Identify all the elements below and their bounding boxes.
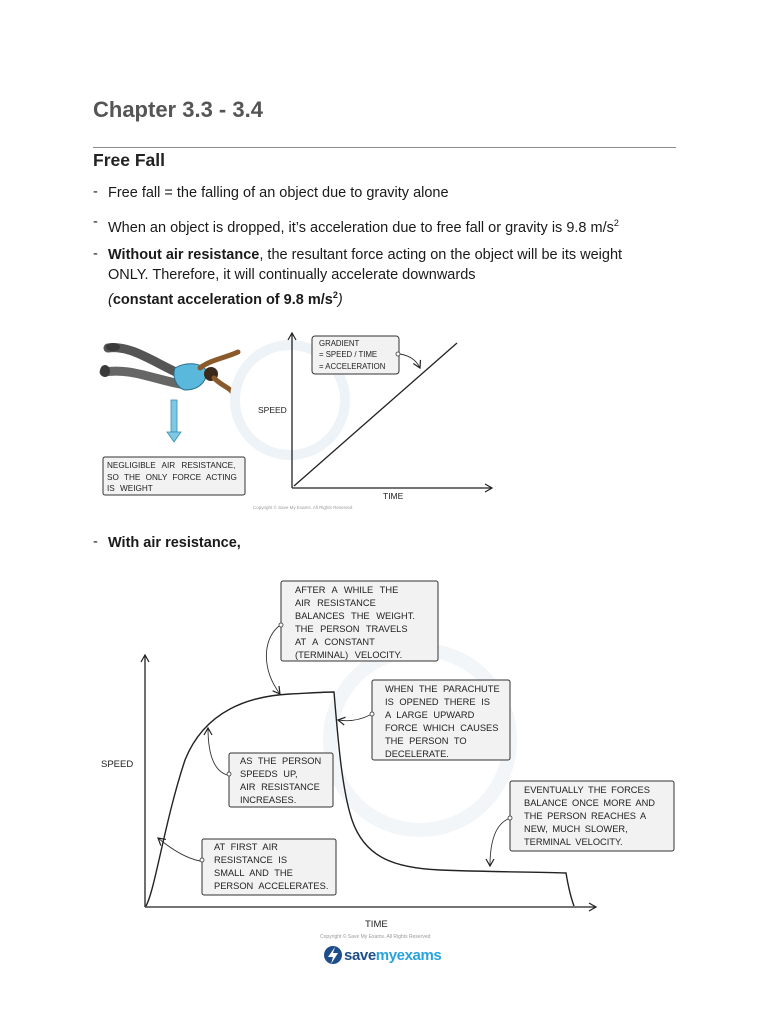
axis-label-time-1: TIME xyxy=(383,491,404,501)
note-line: EVENTUALLY THE FORCES xyxy=(524,785,650,795)
note-line: THE PERSON TO xyxy=(385,736,467,746)
note-line: SPEEDS UP, xyxy=(240,769,298,779)
gradient-line: = ACCELERATION xyxy=(319,361,386,371)
bullet-text: Free fall = the falling of an object due to gravity alone xyxy=(108,185,449,201)
note-line: FORCE WHICH CAUSES xyxy=(385,723,499,733)
superscript: 2 xyxy=(613,218,619,228)
note-line: NEGLIGIBLE AIR RESISTANCE, xyxy=(107,461,236,470)
note-line: AFTER A WHILE THE xyxy=(295,585,399,595)
page-title: Chapter 3.3 - 3.4 xyxy=(93,97,263,122)
note-line: AS THE PERSON xyxy=(240,756,322,766)
bold-phrase: Without air resistance xyxy=(108,247,260,263)
superscript: 2 xyxy=(332,290,338,300)
note-line: TERMINAL VELOCITY. xyxy=(524,837,623,847)
first-air-resistance-note xyxy=(214,841,336,893)
logo-part-exams: exams xyxy=(396,946,442,964)
note-line: DECELERATE. xyxy=(385,749,449,759)
bullet-dash: - xyxy=(93,246,98,262)
note-line: A LARGE UPWARD xyxy=(385,710,475,720)
section-title: Free Fall xyxy=(93,150,165,170)
negligible-air-resistance-note xyxy=(107,460,243,495)
note-line: PERSON ACCELERATES. xyxy=(214,881,329,891)
note-line: AIR RESISTANCE xyxy=(295,598,376,608)
axis-label-speed-1: SPEED xyxy=(258,405,287,415)
bold-phrase: With air resistance, xyxy=(108,535,241,551)
bullet-dash: - xyxy=(93,184,98,200)
parachute-note xyxy=(385,683,507,761)
paren-open: ( xyxy=(108,291,113,308)
logo-part-save: save xyxy=(344,946,376,964)
bullet-dash: - xyxy=(93,214,98,230)
bullet-text-line2: ONLY. Therefore, it will continually accelerate downwards xyxy=(108,267,476,283)
note-line: BALANCES THE WEIGHT. xyxy=(295,611,415,621)
savemyexams-logo xyxy=(344,944,441,966)
note-line: IS WEIGHT xyxy=(107,484,153,493)
note-line: AT A CONSTANT xyxy=(295,637,375,647)
terminal-velocity-note xyxy=(295,584,432,662)
note-line: RESISTANCE IS xyxy=(214,855,288,865)
copyright-notice-1: Copyright © Save My Exams. All Rights Reserved xyxy=(253,505,353,510)
note-line: BALANCE ONCE MORE AND xyxy=(524,798,656,808)
bullet-text-rest: , the resultant force acting on the object will be its weight xyxy=(259,247,623,263)
gradient-line: = SPEED / TIME xyxy=(319,350,378,360)
note-line: THE PERSON TRAVELS xyxy=(295,624,408,634)
paren-close: ) xyxy=(337,291,343,308)
gradient-line: GRADIENT xyxy=(319,339,360,348)
note-line: THE PERSON REACHES A xyxy=(524,811,647,821)
axis-label-time-2: TIME xyxy=(365,919,388,930)
bullet-dash: - xyxy=(93,534,98,550)
lightning-bolt-icon xyxy=(324,946,342,964)
note-line: AIR RESISTANCE xyxy=(240,782,320,792)
skydiver-figure xyxy=(100,343,238,392)
note-line: WHEN THE PARACHUTE xyxy=(385,684,500,694)
note-line: (TERMINAL) VELOCITY. xyxy=(295,650,403,660)
note-line: IS OPENED THERE IS xyxy=(385,697,490,707)
speeds-up-note xyxy=(240,755,332,807)
bullet-text-main: When an object is dropped, it’s acceleration due to free fall or gravity is 9.8 m/s xyxy=(108,219,614,236)
axis-label-speed-2: SPEED xyxy=(101,759,134,770)
note-line: NEW, MUCH SLOWER, xyxy=(524,824,628,834)
note-line: SMALL AND THE xyxy=(214,868,293,878)
note-line: INCREASES. xyxy=(240,795,297,805)
gradient-note xyxy=(319,338,385,372)
note-line: SO THE ONLY FORCE ACTING xyxy=(107,472,237,482)
bold-acceleration: constant acceleration of 9.8 m/s xyxy=(112,291,333,308)
eventually-note xyxy=(524,784,674,849)
note-line: AT FIRST AIR xyxy=(214,842,278,852)
copyright-notice-2: Copyright © Save My Exams. All Rights Reserved xyxy=(320,934,431,940)
logo-text xyxy=(344,947,441,964)
logo-part-my: my xyxy=(375,946,397,964)
weight-arrow xyxy=(167,400,181,442)
